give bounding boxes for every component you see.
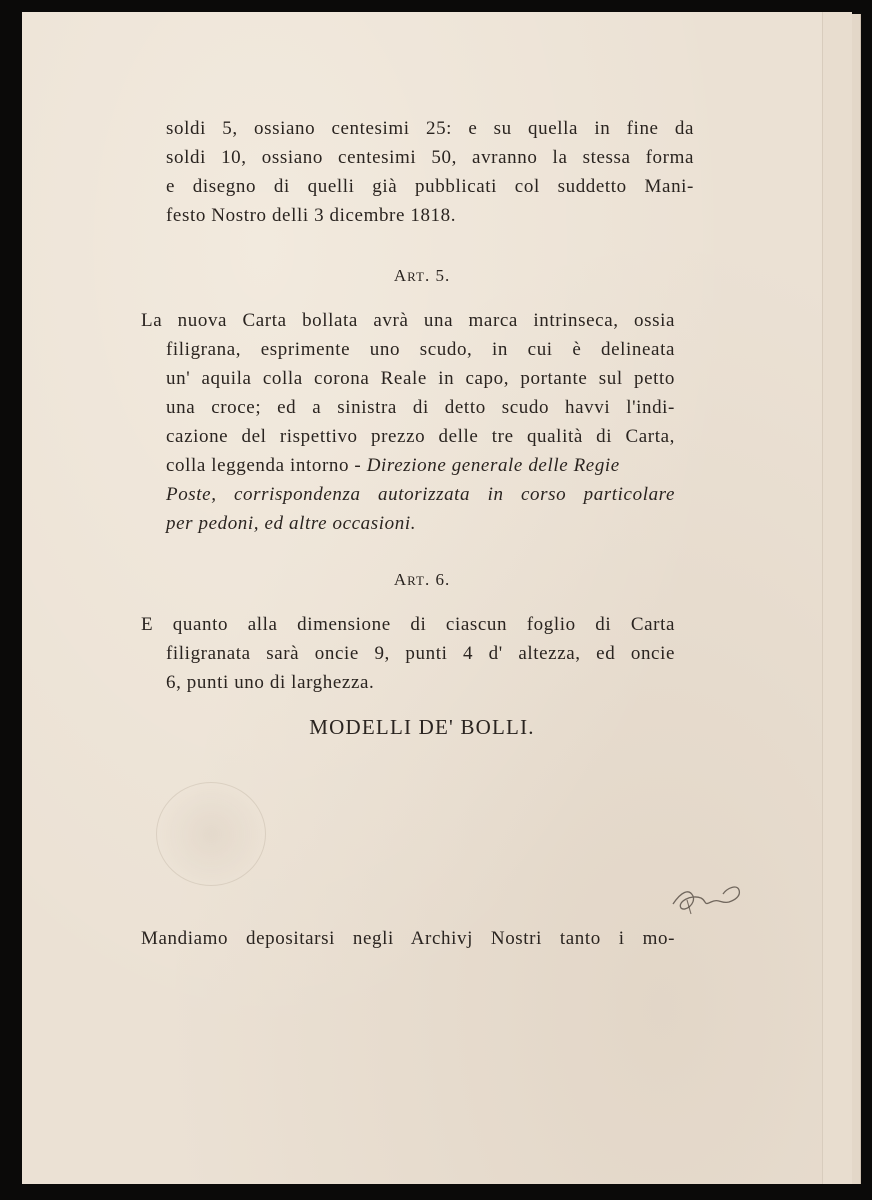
art-small-caps: RT (407, 269, 425, 284)
body-line: festo Nostro delli 3 dicembre 1818. (166, 205, 457, 226)
section-heading: MODELLI DE' BOLLI. (309, 715, 535, 739)
handwritten-signature (667, 874, 747, 918)
article-heading-5 (22, 266, 822, 286)
article-heading-6 (22, 570, 822, 590)
body-line: La nuova Carta bollata avrà una marca intrinseca, ossia (141, 310, 675, 331)
plain-text: colla leggenda intorno - (166, 455, 367, 476)
document-page (22, 12, 822, 1184)
body-line: un' aquila colla corona Reale in capo, portante sul petto (166, 368, 675, 389)
body-line: filigranata sarà oncie 9, punti 4 d' altezza, ed oncie (166, 643, 675, 664)
body-line: Mandiamo depositarsi negli Archivj Nostri tanto i mo- (141, 928, 675, 949)
art-number: . 6. (424, 570, 451, 589)
italic-line: Poste, corrispondenza autorizzata in corso particolare (166, 484, 675, 505)
body-line: filigrana, esprimente uno scudo, in cui è delineata (166, 339, 675, 360)
body-line: soldi 10, ossiano centesimi 50, avranno la stessa forma (166, 147, 694, 168)
art-initial: A (393, 266, 408, 285)
italic-line: per pedoni, ed altre occasioni. (166, 513, 417, 534)
body-line: soldi 5, ossiano centesimi 25: e su quella in fine da (166, 118, 694, 139)
body-line-mixed (166, 455, 675, 477)
italic-text: Direzione generale delle Regie (366, 455, 620, 476)
art-small-caps: RT (407, 573, 425, 588)
faded-stamp (156, 782, 266, 886)
art-initial: A (393, 570, 408, 589)
body-line: E quanto alla dimensione di ciascun foglio di Carta (141, 614, 675, 635)
body-line: cazione del rispettivo prezzo delle tre qualità di Carta, (166, 426, 675, 447)
body-line: 6, punti uno di larghezza. (166, 672, 375, 693)
body-line: e disegno di quelli già pubblicati col suddetto Mani- (166, 176, 694, 197)
art-number: . 5. (424, 266, 451, 285)
body-line: una croce; ed a sinistra di detto scudo havvi l'indi- (166, 397, 675, 418)
